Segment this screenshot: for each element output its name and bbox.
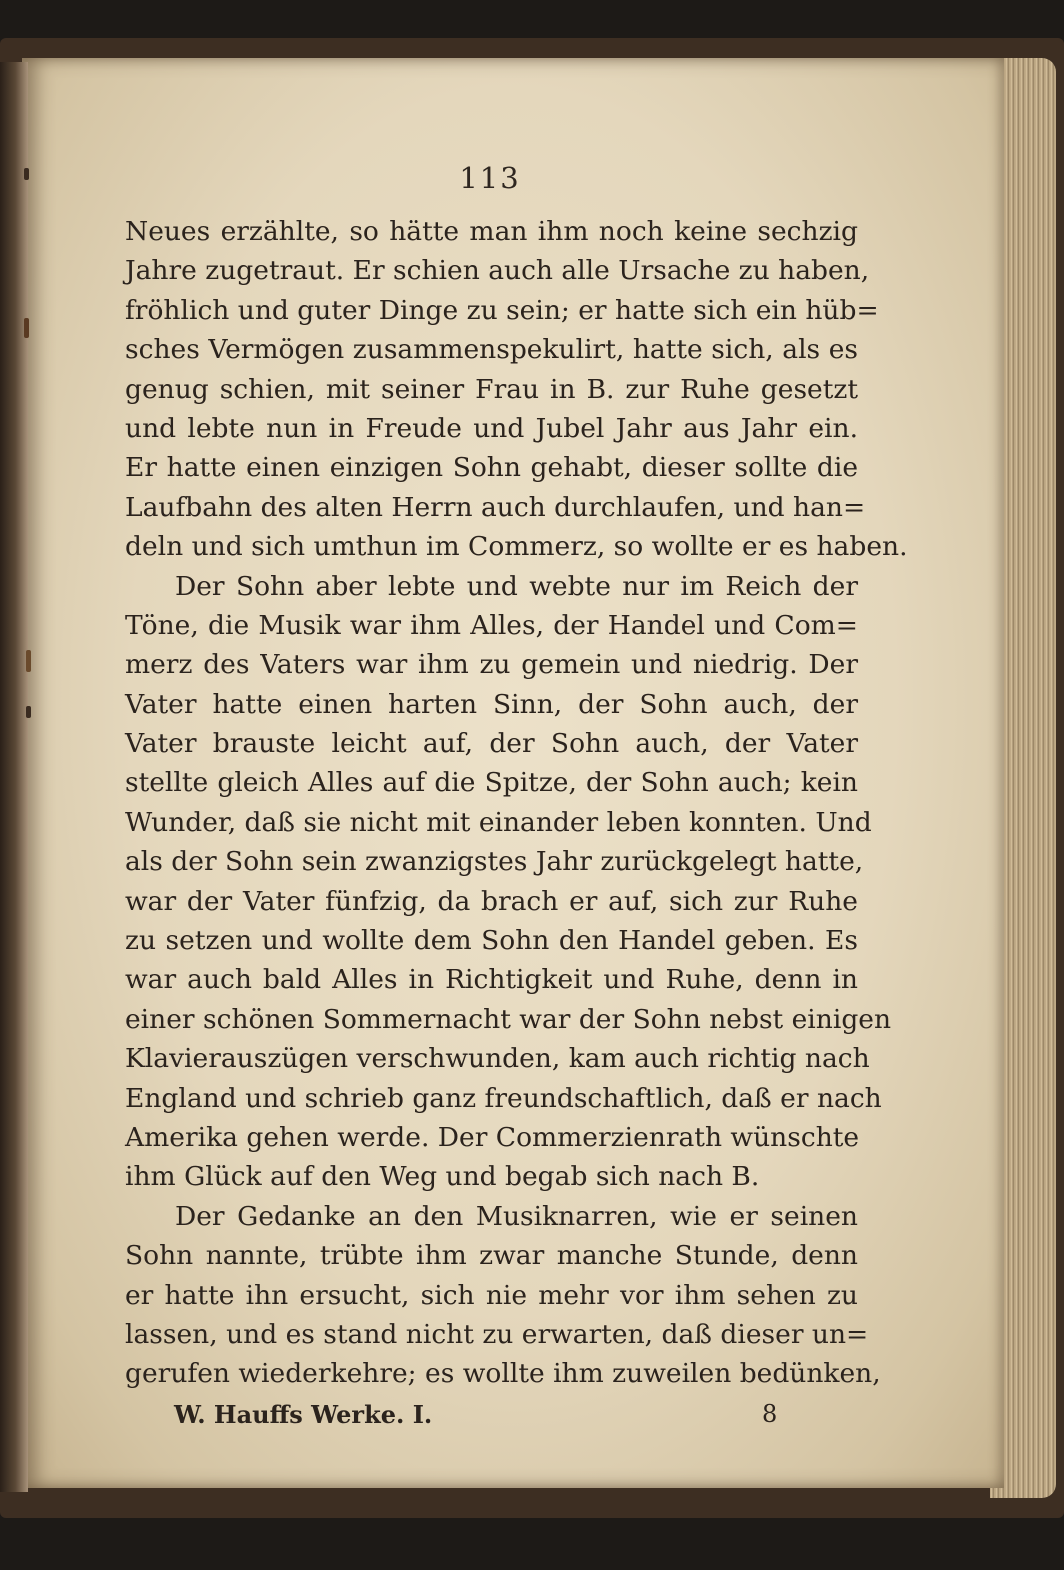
text-line: zu setzen und wollte dem Sohn den Handel geben. Es — [125, 925, 858, 957]
text-line: sches Vermögen zusammenspekulirt, hatte sich, als es — [125, 334, 858, 366]
printer-signature: W. Hauffs Werke. I. — [174, 1400, 433, 1429]
page-footer — [174, 1400, 784, 1440]
margin-mark — [26, 706, 31, 718]
page-number: 113 — [459, 161, 521, 195]
sheet-mark: 8 — [762, 1400, 778, 1428]
paragraph-start-line: Der Gedanke an den Musiknarren, wie er seinen — [175, 1200, 858, 1232]
text-line: Töne, die Musik war ihm Alles, der Handel und Com= — [125, 609, 858, 641]
text-line: ihm Glück auf den Weg und begab sich nach B. — [125, 1161, 760, 1193]
text-line: Vater brauste leicht auf, der Sohn auch, der Vater — [125, 728, 858, 760]
text-line: lassen, und es stand nicht zu erwarten, daß dieser un= — [125, 1318, 869, 1350]
text-line: er hatte ihn ersucht, sich nie mehr vor ihm sehen zu — [125, 1279, 858, 1311]
text-line: Laufbahn des alten Herrn auch durchlaufen, und han= — [125, 491, 866, 523]
margin-mark — [26, 650, 31, 672]
text-line: Amerika gehen werde. Der Commerzienrath wünschte — [125, 1121, 860, 1153]
paragraph-start-line: Der Sohn aber lebte und webte nur im Reich der — [175, 570, 858, 602]
text-line: Klavierauszügen verschwunden, kam auch richtig nach — [125, 1043, 870, 1075]
text-line: Neues erzählte, so hätte man ihm noch keine sechzig — [125, 216, 858, 247]
text-line: fröhlich und guter Dinge zu sein; er hatte sich ein hüb= — [125, 294, 879, 326]
book-page — [22, 58, 1004, 1488]
text-line: Wunder, daß sie nicht mit einander leben konnten. Und — [125, 806, 872, 838]
book-gutter — [0, 62, 28, 1492]
text-line: Sohn nannte, trübte ihm zwar manche Stunde, denn — [125, 1240, 858, 1272]
text-line: deln und sich umthun im Commerz, so wollte er es haben. — [125, 531, 908, 563]
text-line: stellte gleich Alles auf die Spitze, der Sohn auch; kein — [125, 767, 858, 799]
margin-mark — [24, 318, 29, 338]
text-line: als der Sohn sein zwanzigstes Jahr zurückgelegt hatte, — [125, 846, 864, 878]
text-line: war auch bald Alles in Richtigkeit und Ruhe, denn in — [125, 964, 858, 996]
text-line: war der Vater fünfzig, da brach er auf, sich zur Ruhe — [125, 885, 858, 917]
text-line: Jahre zugetraut. Er schien auch alle Ursache zu haben, — [125, 255, 870, 287]
text-line: England und schrieb ganz freundschaftlich, daß er nach — [125, 1082, 882, 1114]
text-line: merz des Vaters war ihm zu gemein und niedrig. Der — [125, 649, 858, 681]
text-line: Vater hatte einen harten Sinn, der Sohn auch, der — [125, 688, 858, 720]
text-line: und lebte nun in Freude und Jubel Jahr aus Jahr ein. — [125, 412, 858, 444]
margin-mark — [24, 168, 29, 180]
text-line: Er hatte einen einzigen Sohn gehabt, dieser sollte die — [125, 452, 858, 484]
body-text — [125, 212, 908, 1394]
text-line: gerufen wiederkehre; es wollte ihm zuweilen bedünken, — [125, 1358, 881, 1390]
text-line: einer schönen Sommernacht war der Sohn nebst einigen — [125, 1003, 892, 1035]
text-line: genug schien, mit seiner Frau in B. zur Ruhe gesetzt — [125, 373, 858, 405]
